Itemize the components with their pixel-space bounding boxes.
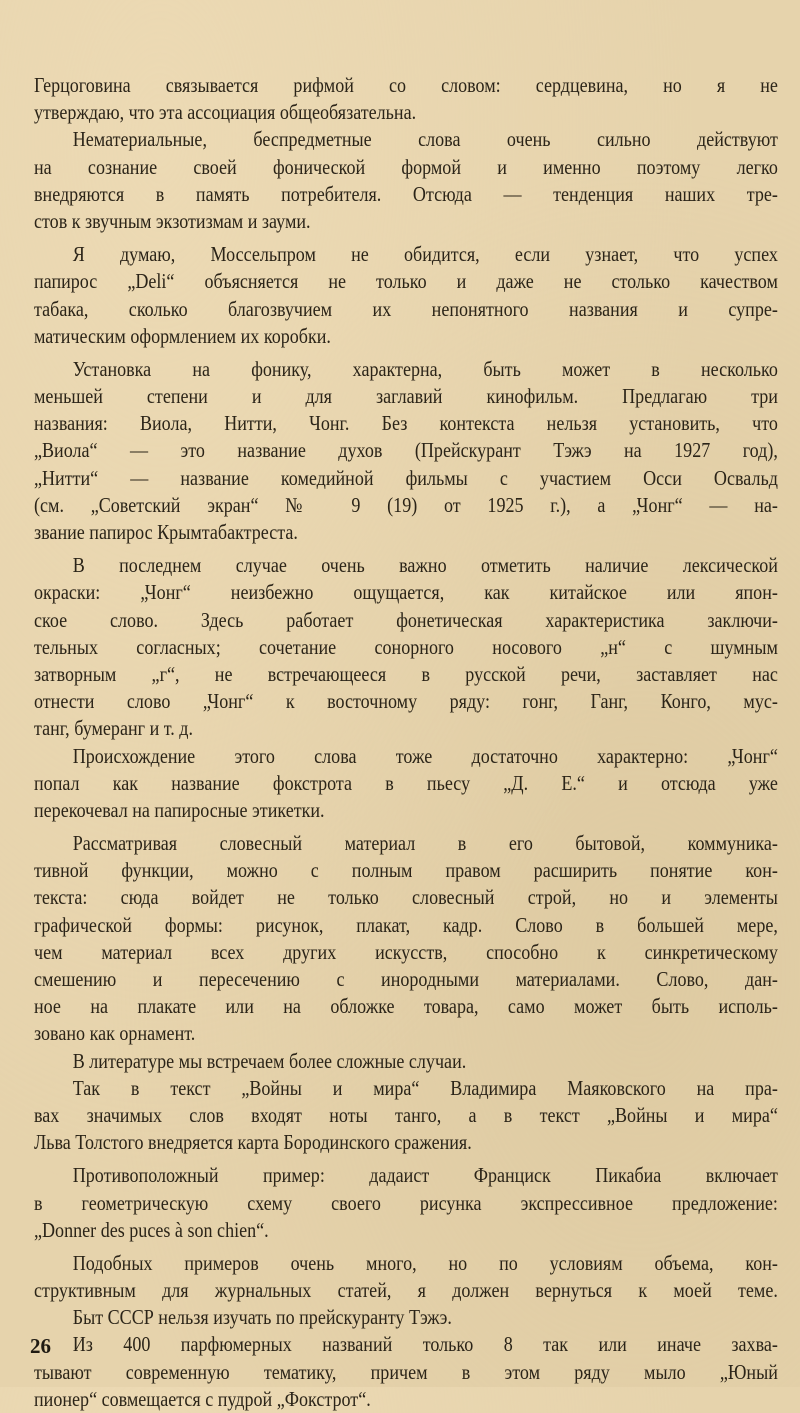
text-line: Я думаю, Моссельпром не обидится, если узнает, что успех <box>72 242 778 267</box>
text-line: текста: сюда войдет не только словесный строй, но и элементы <box>34 885 778 910</box>
paragraph <box>34 1331 778 1413</box>
text-line: графической формы: рисунок, плакат, кадр. Слово в большей мере, <box>34 912 778 937</box>
text-line: В литературе мы встречаем более сложные случаи. <box>72 1048 467 1073</box>
text-line: стов к звучным экзотизмам и зауми. <box>34 208 311 233</box>
paragraph <box>34 126 778 235</box>
text-line: ное на плакате или на обложке товара, само может быть исполь- <box>34 994 778 1019</box>
text-line: (см. „Советский экран“ № 9 (19) от 1925 г.), а „Чонг“ — на- <box>34 492 778 517</box>
text-line: Льва Толстого внедряется карта Бородинского сражения. <box>34 1130 472 1155</box>
paragraph <box>34 830 778 1048</box>
paragraph <box>34 1075 778 1157</box>
text-line: Установка на фонику, характерна, быть может в несколько <box>72 356 778 381</box>
paragraph <box>34 1304 778 1331</box>
text-line: меньшей степени и для заглавий кинофильм. Предлагаю три <box>34 384 778 409</box>
paragraph <box>34 1048 778 1075</box>
text-line: чем материал всех других искусств, способно к синкретическому <box>34 939 778 964</box>
text-line: Так в текст „Войны и мира“ Владимира Маяковского на пра- <box>72 1075 778 1100</box>
text-line: окраски: „Чонг“ неизбежно ощущается, как китайское или япон- <box>34 580 778 605</box>
text-line: тельных согласных; сочетание сонорного носового „н“ с шумным <box>34 634 778 659</box>
text-line: Герцоговина связывается рифмой со словом: сердцевина, но я не <box>34 73 778 97</box>
text-line: пионер“ совмещается с пудрой „Фокстрот“. <box>34 1386 371 1411</box>
text-line: смешению и пересечению с инородными материалами. Слово, дан- <box>34 967 778 991</box>
text-line: отнести слово „Чонг“ к восточному ряду: гонг, Ганг, Конго, мус- <box>34 689 778 714</box>
text-line: названия: Виола, Нитти, Чонг. Без контекста нельзя установить, что <box>34 411 778 436</box>
text-line: матическим оформлением их коробки. <box>34 323 331 348</box>
paragraph <box>34 241 778 350</box>
paragraph <box>34 743 778 825</box>
text-line: „Нитти“ — название комедийной фильмы с участием Осси Освальд <box>34 465 778 490</box>
text-line: Рассматривая словесный материал в его бытовой, коммуника- <box>72 831 778 856</box>
text-line: попал как название фокстрота в пьесу „Д. Е.“ и отсюда уже <box>34 770 778 795</box>
text-line: папирос „Deli“ объясняется не только и даже не столько качеством <box>34 269 778 294</box>
text-line: утверждаю, что эта ассоциация общеобязательна. <box>34 100 417 125</box>
text-line: вах значимых слов входят ноты танго, а в текст „Войны и мира“ <box>34 1102 778 1127</box>
text-line: затворным „г“, не встречающееся в русской речи, заставляет нас <box>34 661 778 686</box>
text-line: тывают современную тематику, причем в этом ряду мыло „Юный <box>34 1359 778 1384</box>
text-line: Противоположный пример: дадаист Франциск Пикабиа включает <box>72 1163 778 1188</box>
text-line: перекочевал на папиросные этикетки. <box>34 797 325 822</box>
text-line: „Donner des puces à son chien“. <box>34 1217 269 1242</box>
paragraph <box>34 72 778 126</box>
text-line: тивной функции, можно с полным правом расширить понятие кон- <box>34 858 778 883</box>
text-line: ское слово. Здесь работает фонетическая характеристика заключи- <box>34 607 778 632</box>
text-line: В последнем случае очень важно отметить наличие лексической <box>72 553 778 578</box>
text-line: Быт СССР нельзя изучать по прейскуранту Тэжэ. <box>72 1305 452 1330</box>
text-line: Нематериальные, беспредметные слова очень сильно действуют <box>72 127 778 152</box>
text-line: табака, сколько благозвучием их непонятного названия и супре- <box>34 296 778 321</box>
text-line: танг, бумеранг и т. д. <box>34 716 194 741</box>
page-body <box>34 72 778 1413</box>
text-line: на сознание своей фонической формой и именно поэтому легко <box>34 154 778 179</box>
paragraph <box>34 356 778 546</box>
text-line: Подобных примеров очень много, но по условиям объема, кон- <box>72 1250 778 1275</box>
text-line: Происхождение этого слова тоже достаточно характерно: „Чонг“ <box>72 743 778 768</box>
text-line: звание папирос Крымтабактреста. <box>34 520 298 544</box>
page-number: 26 <box>30 1334 51 1358</box>
text-line: структивным для журнальных статей, я должен вернуться к моей теме. <box>34 1278 778 1303</box>
text-line: Из 400 парфюмерных названий только 8 так или иначе захва- <box>72 1332 778 1357</box>
text-line: в геометрическую схему своего рисунка экспрессивное предложение: <box>34 1190 778 1215</box>
text-line: внедряются в память потребителя. Отсюда — тенденция наших тре- <box>34 181 778 206</box>
text-line: зовано как орнамент. <box>34 1021 196 1046</box>
paragraph <box>34 1250 778 1304</box>
text-line: „Виола“ — это название духов (Прейскурант Тэжэ на 1927 год), <box>34 438 778 463</box>
paragraph <box>34 1162 778 1244</box>
paragraph <box>34 552 778 742</box>
